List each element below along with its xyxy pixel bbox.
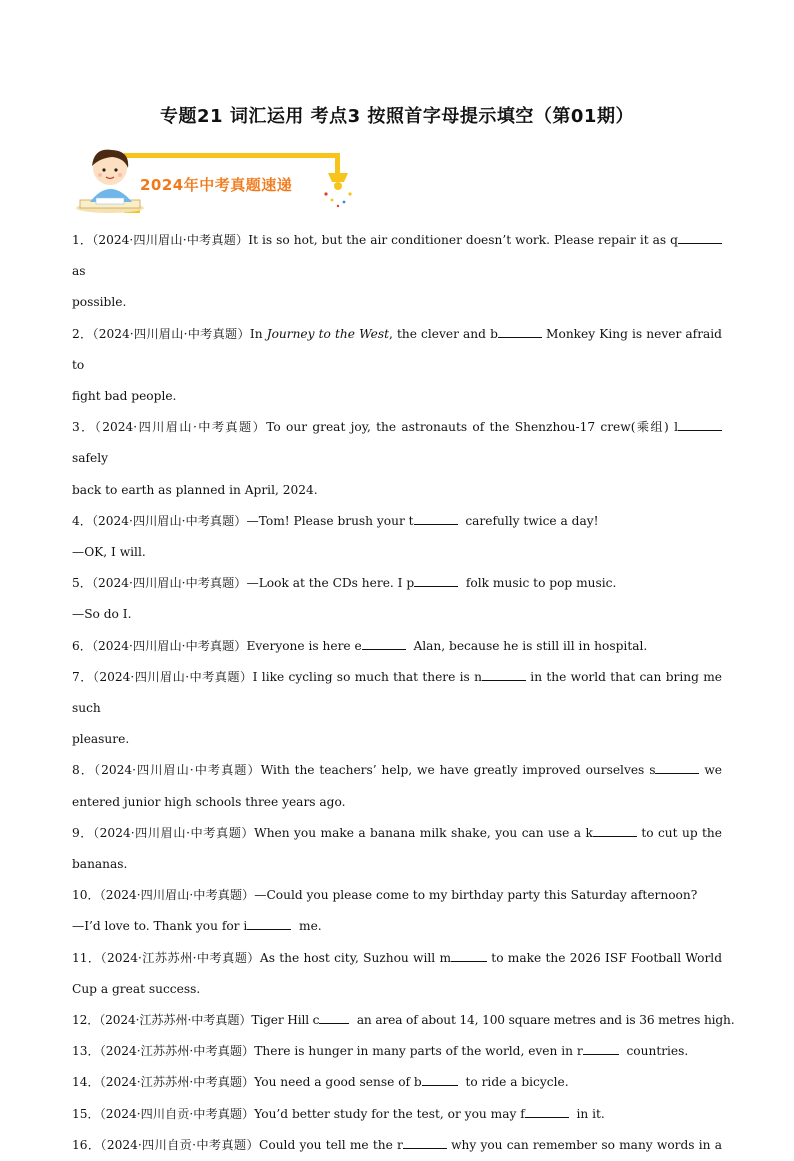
- answer-blank[interactable]: [678, 419, 722, 431]
- question-14: 14．（2024·江苏苏州·中考真题）You need a good sense of b to ride a bicycle.: [72, 1075, 569, 1090]
- question-source: （2024·江苏苏州·中考真题）: [99, 1013, 252, 1028]
- question-4-continued: —OK, I will.: [72, 545, 146, 560]
- question-source: （2024·江苏苏州·中考真题）: [99, 1075, 255, 1090]
- question-number: 1．: [72, 233, 93, 247]
- question-7-continued: pleasure.: [72, 732, 130, 747]
- question-16: 16．（2024·四川自贡·中考真题）Could you tell me the r why you can remember so many words in a: [72, 1137, 722, 1152]
- question-11: 11．（2024·江苏苏州·中考真题）As the host city, Suzhou will m to make the 2026 ISF Football World: [72, 950, 722, 965]
- answer-blank[interactable]: [247, 918, 291, 930]
- question-9: 9．（2024·四川眉山·中考真题）When you make a banana milk shake, you can use a k to cut up the: [72, 825, 722, 840]
- answer-blank[interactable]: [403, 1137, 447, 1149]
- question-8: 8．（2024·四川眉山·中考真题）With the teachers’ help, we have greatly improved ourselves s we: [72, 763, 722, 778]
- answer-blank[interactable]: [482, 669, 526, 681]
- question-number: 5．: [72, 576, 92, 591]
- question-source: （2024·四川眉山·中考真题）: [92, 326, 250, 341]
- question-8-continued: entered junior high schools three years ago.: [72, 794, 346, 809]
- answer-blank[interactable]: [525, 1106, 569, 1118]
- question-9-continued: bananas.: [72, 857, 128, 872]
- question-10: 10．（2024·四川眉山·中考真题）—Could you please come to my birthday party this Saturday afternoon?: [72, 888, 698, 903]
- banner-title: 2024年中考真题速递: [140, 176, 293, 194]
- question-11-continued: Cup a great success.: [72, 981, 201, 996]
- answer-blank[interactable]: [422, 1074, 458, 1086]
- answer-blank[interactable]: [498, 326, 542, 338]
- question-number: 14．: [72, 1075, 100, 1090]
- question-source: （2024·四川眉山·中考真题）: [91, 513, 247, 528]
- question-13: 13．（2024·江苏苏州·中考真题）There is hunger in many parts of the world, even in r countries.: [72, 1044, 689, 1059]
- question-number: 11．: [72, 950, 101, 965]
- answer-blank[interactable]: [362, 638, 406, 650]
- question-12: 12．（2024·江苏苏州·中考真题）Tiger Hill c an area of about 14, 100 square metres and is 36 metres high.: [72, 1013, 735, 1028]
- question-2-continued: fight bad people.: [72, 389, 177, 404]
- question-number: 15．: [72, 1106, 100, 1121]
- question-7: 7．（2024·四川眉山·中考真题）I like cycling so much that there is n in the world that can bring me such: [72, 669, 722, 716]
- question-number: 16．: [72, 1137, 101, 1152]
- question-5: 5．（2024·四川眉山·中考真题）—Look at the CDs here. I p folk music to pop music.: [72, 576, 617, 591]
- question-list: [72, 225, 735, 1161]
- question-source: （2024·四川自贡·中考真题）: [100, 1137, 260, 1152]
- question-4: 4．（2024·四川眉山·中考真题）—Tom! Please brush your t carefully twice a day!: [72, 513, 599, 528]
- question-number: 6．: [72, 638, 92, 653]
- question-number: 9．: [72, 825, 94, 840]
- question-number: 3．: [72, 420, 95, 435]
- question-number: 12．: [72, 1013, 100, 1028]
- question-source: （2024·四川自贡·中考真题）: [99, 1106, 255, 1121]
- answer-blank[interactable]: [451, 950, 487, 962]
- question-6: 6．（2024·四川眉山·中考真题）Everyone is here e Alan, because he is still ill in hospital.: [72, 638, 648, 653]
- question-3: 3．（2024·四川眉山·中考真题）To our great joy, the astronauts of the Shenzhou-17 crew(乘组) l safely: [72, 412, 722, 474]
- question-3-continued: back to earth as planned in April, 2024.: [72, 482, 318, 497]
- answer-blank[interactable]: [414, 513, 458, 525]
- question-2: 2．（2024·四川眉山·中考真题）In Journey to the West, the clever and b Monkey King is never afraid to: [72, 326, 722, 372]
- answer-blank[interactable]: [655, 762, 699, 774]
- answer-blank[interactable]: [678, 232, 722, 244]
- question-number: 2．: [72, 326, 93, 341]
- question-number: 8．: [72, 763, 94, 778]
- question-number: 13．: [72, 1044, 100, 1059]
- question-source: （2024·四川眉山·中考真题）: [91, 638, 247, 653]
- question-1: 1．（2024·四川眉山·中考真题）It is so hot, but the air conditioner doesn’t work. Please repair it as q as: [72, 225, 722, 287]
- question-source: （2024·四川眉山·中考真题）: [94, 420, 267, 435]
- book-title: Journey to the West: [266, 326, 389, 341]
- question-10-continued: —I’d love to. Thank you for i me.: [72, 919, 322, 934]
- question-source: （2024·江苏苏州·中考真题）: [99, 1044, 255, 1059]
- question-1-continued: possible.: [72, 295, 127, 310]
- question-source: （2024·四川眉山·中考真题）: [93, 763, 261, 778]
- question-source: （2024·四川眉山·中考真题）: [92, 669, 253, 684]
- question-source: （2024·四川眉山·中考真题）: [99, 888, 255, 903]
- question-source: （2024·四川眉山·中考真题）: [92, 233, 249, 247]
- answer-blank[interactable]: [319, 1012, 349, 1024]
- question-number: 4．: [72, 513, 92, 528]
- answer-blank[interactable]: [414, 575, 458, 587]
- question-source: （2024·江苏苏州·中考真题）: [100, 950, 260, 965]
- answer-blank[interactable]: [593, 825, 637, 837]
- question-source: （2024·四川眉山·中考真题）: [93, 825, 255, 840]
- page-title: 专题21 词汇运用 考点3 按照首字母提示填空（第01期）: [160, 106, 634, 127]
- question-text: It is so hot, but the air conditioner doesn’t work. Please repair it as q: [248, 233, 678, 247]
- answer-blank[interactable]: [583, 1043, 619, 1055]
- question-15: 15．（2024·四川自贡·中考真题）You’d better study for the test, or you may f in it.: [72, 1106, 605, 1121]
- question-number: 7．: [72, 669, 93, 684]
- question-source: （2024·四川眉山·中考真题）: [91, 576, 247, 591]
- section-banner: [74, 142, 364, 220]
- question-number: 10．: [72, 888, 100, 903]
- question-5-continued: —So do I.: [72, 607, 132, 622]
